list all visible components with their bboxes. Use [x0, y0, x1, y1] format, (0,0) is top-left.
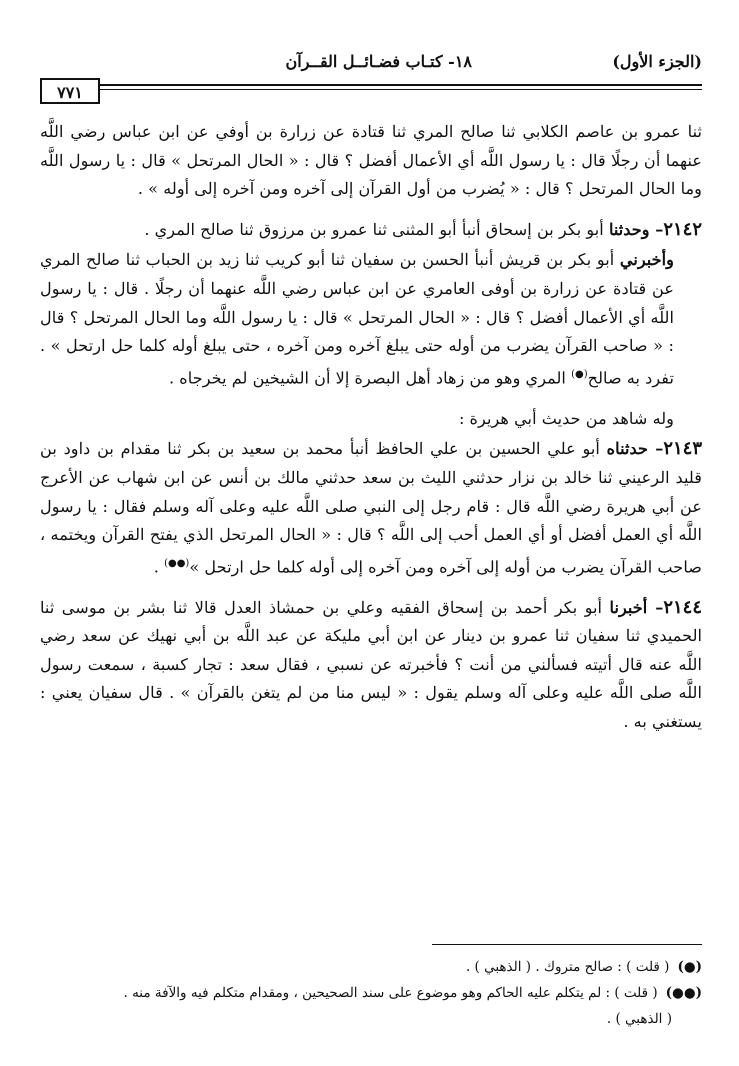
footnote-mark: (●) [677, 959, 702, 975]
footnote-2 [40, 980, 702, 1006]
chapter-title: ١٨- كتـاب فضـائــل القــرآن [285, 52, 472, 71]
hadith-lead: وأخبرني [619, 250, 674, 270]
footnote-ref: (●●) [164, 557, 190, 569]
hadith-text: المري وهو من زهاد أهل البصرة إلا أن الشيخين لم يخرجاه . [169, 368, 572, 388]
hadith-number: ٢١٤٤ [663, 596, 702, 618]
page-header [40, 50, 702, 102]
hadith-lead: – وحدثنا [608, 219, 664, 239]
footnote-2-continuation [40, 1006, 702, 1032]
footnote-text: ( الذهبي ) . [606, 1011, 672, 1027]
footnote-1 [40, 954, 702, 980]
hadith-2144 [40, 594, 702, 737]
footnote-mark: (●●) [665, 985, 702, 1001]
hadith-2143 [40, 435, 702, 581]
hadith-text: أبو بكر بن قريش أنبأ الحسن بن سفيان ثنا أبو كريب ثنا زيد بن الحباب ثنا صالح المري عن قتادة عن زرارة بن أوفى العامري عن ابن عباس رضي اللَّه عنهما أن رجلًا . قال : يا رسول اللَّه أي الأعمال أفضل ؟ قال : « الحال المرتحل » قال : يا رسول اللَّه وما الحال المرتحل ؟ قال : « صاحب القرآن يضرب من أوله حتى يبلغ آخره ومن آخره ، حتى يبلغ أوله كلما حل ارتحل » . تفرد به صالح [40, 250, 674, 388]
footnote-text: ( قلت ) : لم يتكلم عليه الحاكم وهو موضوع على سند الصحيحين ، ومقدام متكلم فيه والآفة منه . [123, 985, 658, 1001]
paragraph-continuation [40, 118, 702, 204]
paragraph-text: ثنا عمرو بن عاصم الكلابي ثنا صالح المري ثنا قتادة عن زرارة بن أوفي عن ابن عباس رضي اللَّه عنهما أن رجلًا قال : يا رسول اللَّه أي الأعمال أفضل ؟ قال : « الحال المرتحل » قال : يا رسول اللَّه وما الحال المرتحل ؟ قال : « يُضرب من أول القرآن إلى آخره ومن آخره إلى أوله » . [40, 122, 702, 199]
paragraph-text: وله شاهد من حديث أبي هريرة : [458, 408, 674, 428]
footnotes [40, 954, 702, 1032]
hadith-2142 [40, 216, 702, 245]
witness-intro [40, 405, 702, 434]
page-number: ٧٧١ [40, 78, 100, 104]
footnote-divider [432, 944, 702, 945]
hadith-lead: – أخبرنا [609, 597, 664, 617]
header-divider [100, 84, 702, 90]
hadith-number: ٢١٤٢ [663, 218, 702, 240]
hadith-lead: – حدثناه [606, 439, 664, 459]
hadith-text: أبو بكر أحمد بن إسحاق الفقيه وعلي بن حمشاذ العدل قالا ثنا بشر بن موسى ثنا الحميدي ثنا سفيان ثنا عمرو بن دينار عن ابن أبي مليكة عن عبد اللَّه بن أبي نهيك عن سعد رضي اللَّه عنه قال أتيته فسألني من أنت ؟ فأخبرته عن نسبي ، فقال سعد : تجار كسبة ، سمعت رسول اللَّه صلى اللَّه عليه وعلى آله وسلم يقول : « ليس منا من لم يتغن بالقرآن » . قال سفيان يعني : يستغني به . [40, 597, 702, 732]
main-text [40, 118, 702, 749]
hadith-number: ٢١٤٣ [663, 438, 702, 460]
footnote-ref: (●) [571, 368, 588, 380]
hadith-2142-second-chain [40, 246, 702, 392]
hadith-text: أبو علي الحسين بن علي الحافظ أنبأ محمد بن سعيد بن بكر ثنا مقدام بن داود بن قليد الرعيني ثنا خالد بن نزار حدثني الليث بن سعد حدثني مالك بن أنس عن ابن شهاب عن الأعرج عن أبي هريرة رضي اللَّه قال : قام رجل إلى النبي صلى اللَّه عليه وعلى آله وسلم فقال : يا رسول اللَّه أي العمل أفضل أو أي العمل أحب إلى اللَّه ؟ قال : « الحال المرتحل الذي يفتح القرآن ويختمه ، صاحب القرآن يضرب من أوله إلى آخره ومن آخره إلى أوله كلما حل ارتحل » [40, 439, 702, 577]
hadith-text: أبو بكر بن إسحاق أنبأ أبو المثنى ثنا عمرو بن مرزوق ثنا صالح المري . [144, 219, 609, 239]
footnote-text: ( قلت ) : صالح متروك . ( الذهبي ) . [465, 959, 670, 975]
volume-label: (الجزء الأول) [612, 52, 702, 71]
hadith-text: . [153, 557, 165, 577]
